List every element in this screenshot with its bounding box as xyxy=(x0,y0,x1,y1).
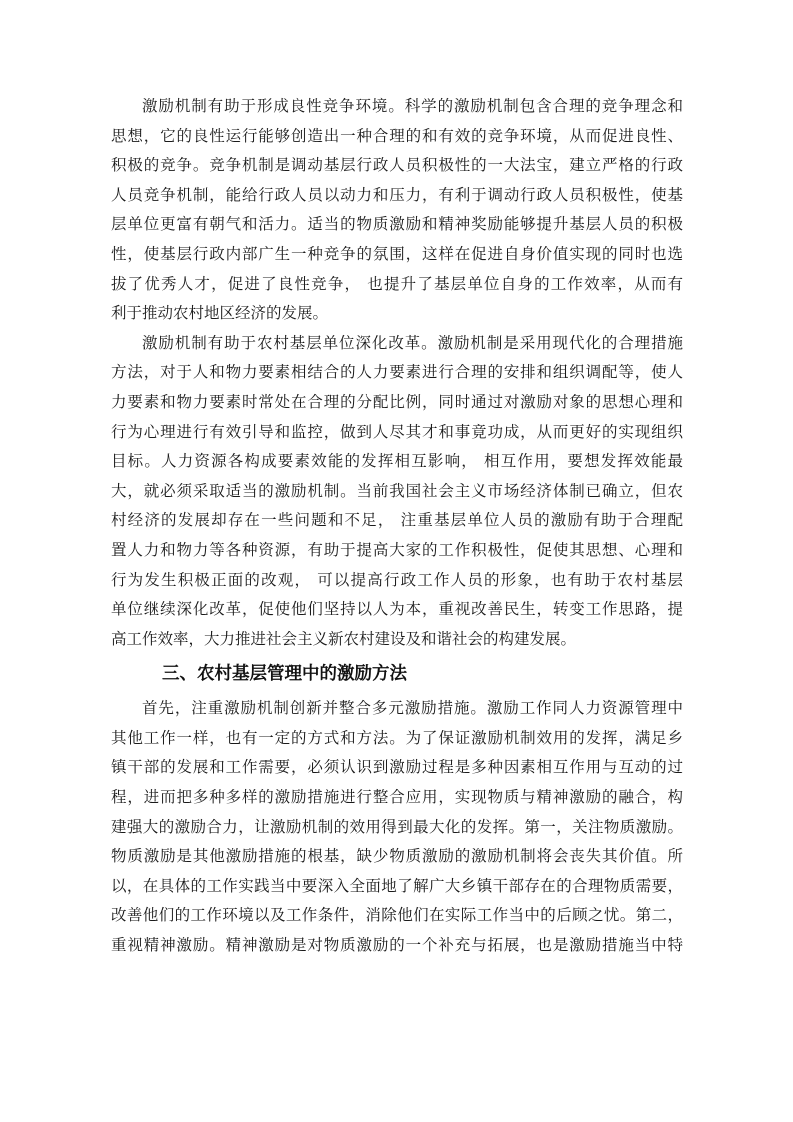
text-line: 改善他们的工作环境以及工作条件，消除他们在实际工作当中的后顾之忧。第二， xyxy=(111,906,683,925)
text-line: 行为发生积极正面的改观， 可以提高行政工作人员的形象，也有助于农村基层 xyxy=(111,570,683,589)
document-page xyxy=(111,92,683,961)
text-line: 物质激励是其他激励措施的根基，缺少物质激励的激励机制将会丧失其价值。所 xyxy=(111,847,683,866)
text-line: 以，在具体的工作实践当中要深入全面地了解广大乡镇干部存在的合理物质需要， xyxy=(111,876,683,895)
text-line: 大，就必须采取适当的激励机制。当前我国社会主义市场经济体制已确立，但农 xyxy=(111,481,683,500)
text-line: 拔了优秀人才，促进了良性竞争， 也提升了基层单位自身的工作效率，从而有 xyxy=(111,274,683,293)
text-line: 人员竞争机制，能给行政人员以动力和压力，有利于调动行政人员积极性，使基 xyxy=(111,185,683,204)
text-line: 层单位更富有朝气和活力。适当的物质激励和精神奖励能够提升基层人员的积极 xyxy=(111,215,683,234)
text-line: 目标。人力资源各构成要素效能的发挥相互影响， 相互作用，要想发挥效能最 xyxy=(111,452,683,471)
text-line: 其他工作一样，也有一定的方式和方法。为了保证激励机制效用的发挥，满足乡 xyxy=(111,728,683,747)
text-line: 建强大的激励合力，让激励机制的效用得到最大化的发挥。第一，关注物质激励。 xyxy=(111,817,683,836)
text-line: 激励机制有助于农村基层单位深化改革。激励机制是采用现代化的合理措施 xyxy=(142,333,683,352)
text-line: 重视精神激励。精神激励是对物质激励的一个补充与拓展，也是激励措施当中特 xyxy=(111,936,683,955)
text-line: 激励机制有助于形成良性竞争环境。科学的激励机制包含合理的竞争理念和 xyxy=(142,97,683,115)
text-line: 置人力和物力等各种资源，有助于提高大家的工作积极性，促使其思想、心理和 xyxy=(111,540,683,559)
text-line: 村经济的发展却存在一些问题和不足， 注重基层单位人员的激励有助于合理配 xyxy=(111,511,683,530)
text-line: 思想，它的良性运行能够创造出一种合理的和有效的竞争环境，从而促进良性、 xyxy=(111,126,683,145)
paragraph-methods xyxy=(111,694,683,960)
paragraph-competition xyxy=(111,92,683,329)
section-heading: 三、农村基层管理中的激励方法 xyxy=(162,664,407,685)
text-line: 高工作效率，大力推进社会主义新农村建设及和谐社会的构建发展。 xyxy=(111,629,577,648)
text-line: 性，使基层行政内部广生一种竞争的氛围，这样在促进自身价值实现的同时也选 xyxy=(111,244,683,263)
text-line: 方法，对于人和物力要素相结合的人力要素进行合理的安排和组织调配等，使人 xyxy=(111,363,683,382)
text-line: 积极的竞争。竞争机制是调动基层行政人员积极性的一大法宝，建立严格的行政 xyxy=(111,156,683,175)
text-line: 首先，注重激励机制创新并整合多元激励措施。激励工作同人力资源管理中 xyxy=(142,699,683,718)
text-line: 力要素和物力要素时常处在合理的分配比例，同时通过对激励对象的思想心理和 xyxy=(111,392,683,411)
text-line: 行为心理进行有效引导和监控，做到人尽其才和事竟功成，从而更好的实现组织 xyxy=(111,422,683,441)
text-line: 利于推动农村地区经济的发展。 xyxy=(111,304,329,323)
text-line: 镇干部的发展和工作需要，必须认识到激励过程是多种因素相互作用与互动的过 xyxy=(111,758,683,777)
text-line: 单位继续深化改革，促使他们坚持以人为本，重视改善民生，转变工作思路，提 xyxy=(111,600,683,619)
paragraph-reform xyxy=(111,329,683,655)
text-line: 程，进而把多种多样的激励措施进行整合应用，实现物质与精神激励的融合，构 xyxy=(111,788,683,807)
